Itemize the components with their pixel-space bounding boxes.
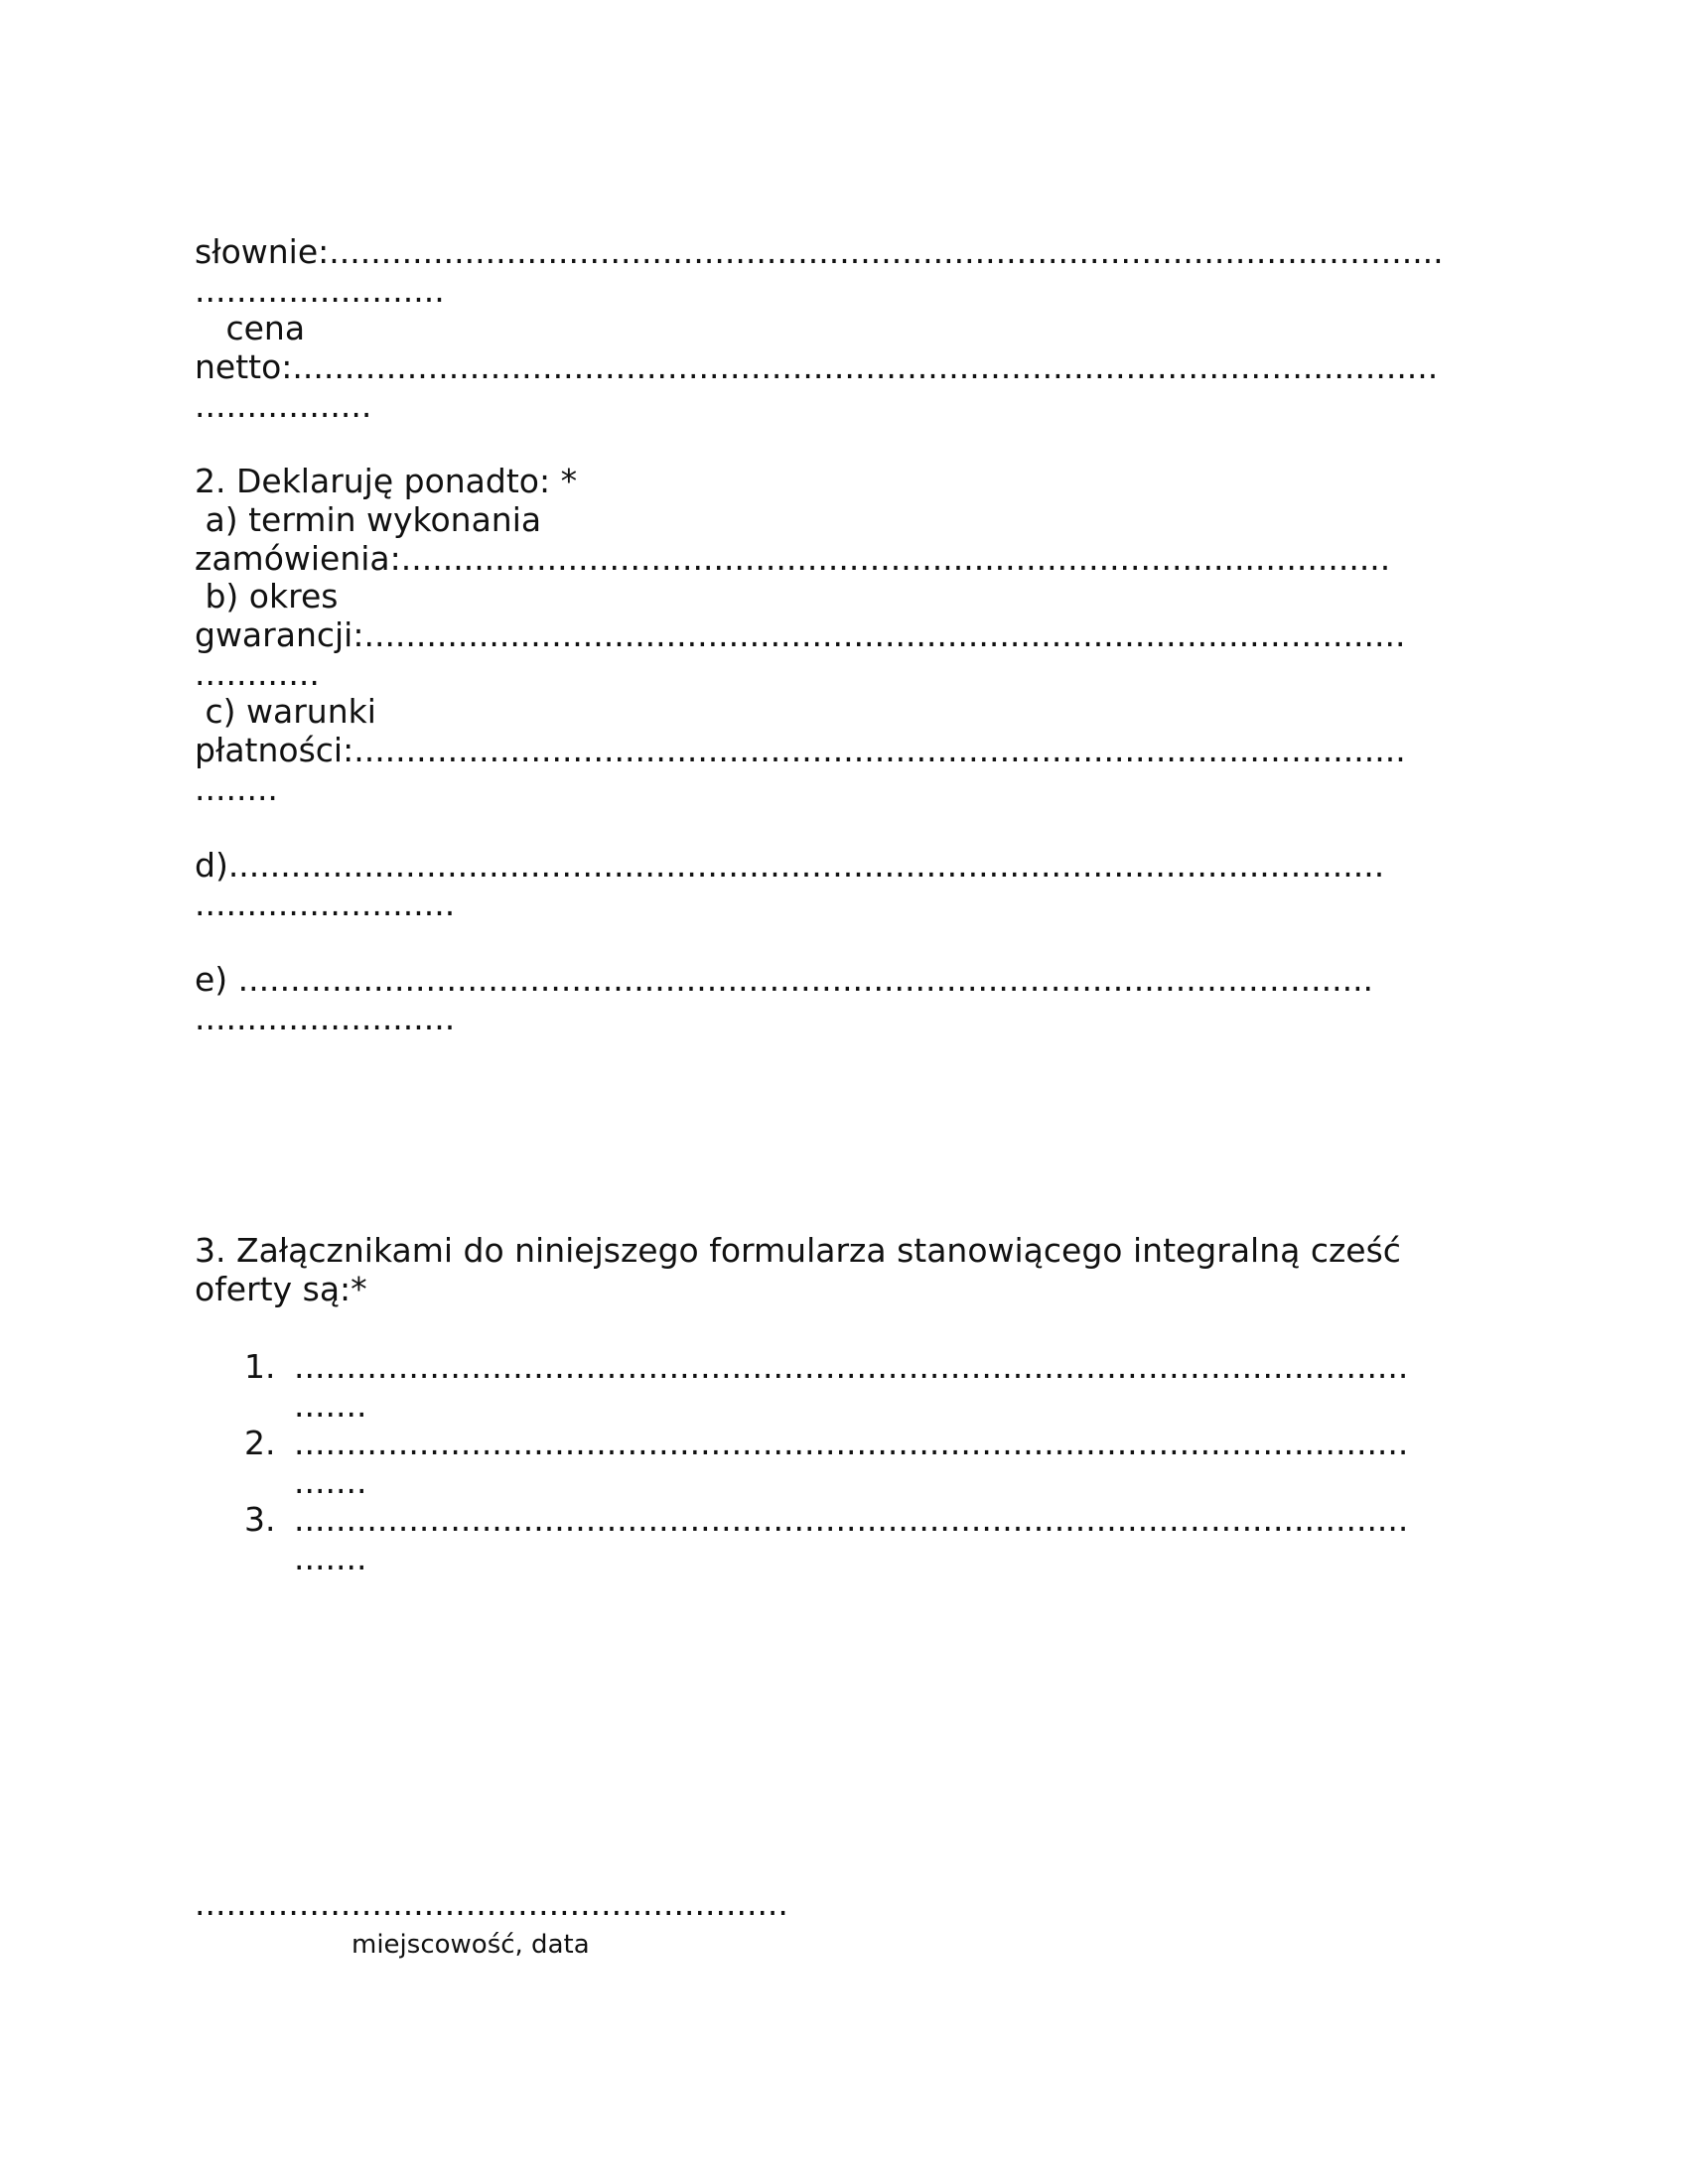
termin-label: a) termin wykonania xyxy=(195,500,542,539)
item-d-field-line: d)............................................................................................................... xyxy=(195,846,1385,885)
attachment-field-continuation: ....... xyxy=(294,1386,367,1425)
attachment-number: 1. xyxy=(244,1347,276,1386)
platnosci-field-continuation: ........ xyxy=(195,769,278,808)
gwarancja-field-line: gwarancji:.................................................................................................... xyxy=(195,615,1406,654)
section-3-heading-continuation: oferty są:* xyxy=(195,1270,367,1308)
gwarancja-label: b) okres xyxy=(195,577,339,615)
slownie-field-continuation: ........................ xyxy=(195,271,445,310)
section-3-heading: 3. Załącznikami do niniejszego formularza stanowiącego integralną cześć xyxy=(195,1231,1401,1270)
section-2-heading: 2. Deklaruję ponadto: * xyxy=(195,462,578,500)
attachment-field-line: ........................................................................................................... xyxy=(294,1424,1409,1462)
attachment-number: 3. xyxy=(244,1500,276,1539)
attachment-field-line: ........................................................................................................... xyxy=(294,1500,1409,1539)
platnosci-field-line: płatności:..................................................................................................... xyxy=(195,731,1406,769)
gwarancja-field-continuation: ............ xyxy=(195,654,320,693)
item-e-field-line: e) ............................................................................................................. xyxy=(195,960,1374,999)
slownie-field-line: słownie:........................................................................................................... xyxy=(195,232,1444,271)
signature-dotted-line: ......................................................... xyxy=(195,1884,788,1923)
netto-field-line: netto:.............................................................................................................. xyxy=(195,347,1439,386)
termin-field-line: zamówienia:............................................................................................... xyxy=(195,539,1391,578)
attachment-field-continuation: ....... xyxy=(294,1539,367,1577)
netto-field-continuation: ................. xyxy=(195,386,372,425)
attachment-field-continuation: ....... xyxy=(294,1462,367,1501)
attachment-field-line: ........................................................................................................... xyxy=(294,1347,1409,1386)
item-d-field-continuation: ......................... xyxy=(195,885,456,923)
attachment-number: 2. xyxy=(244,1424,276,1462)
cena-label: cena xyxy=(195,309,306,347)
platnosci-label: c) warunki xyxy=(195,692,376,731)
signature-caption: miejscowość, data xyxy=(352,1930,590,1960)
item-e-field-continuation: ......................... xyxy=(195,999,456,1037)
